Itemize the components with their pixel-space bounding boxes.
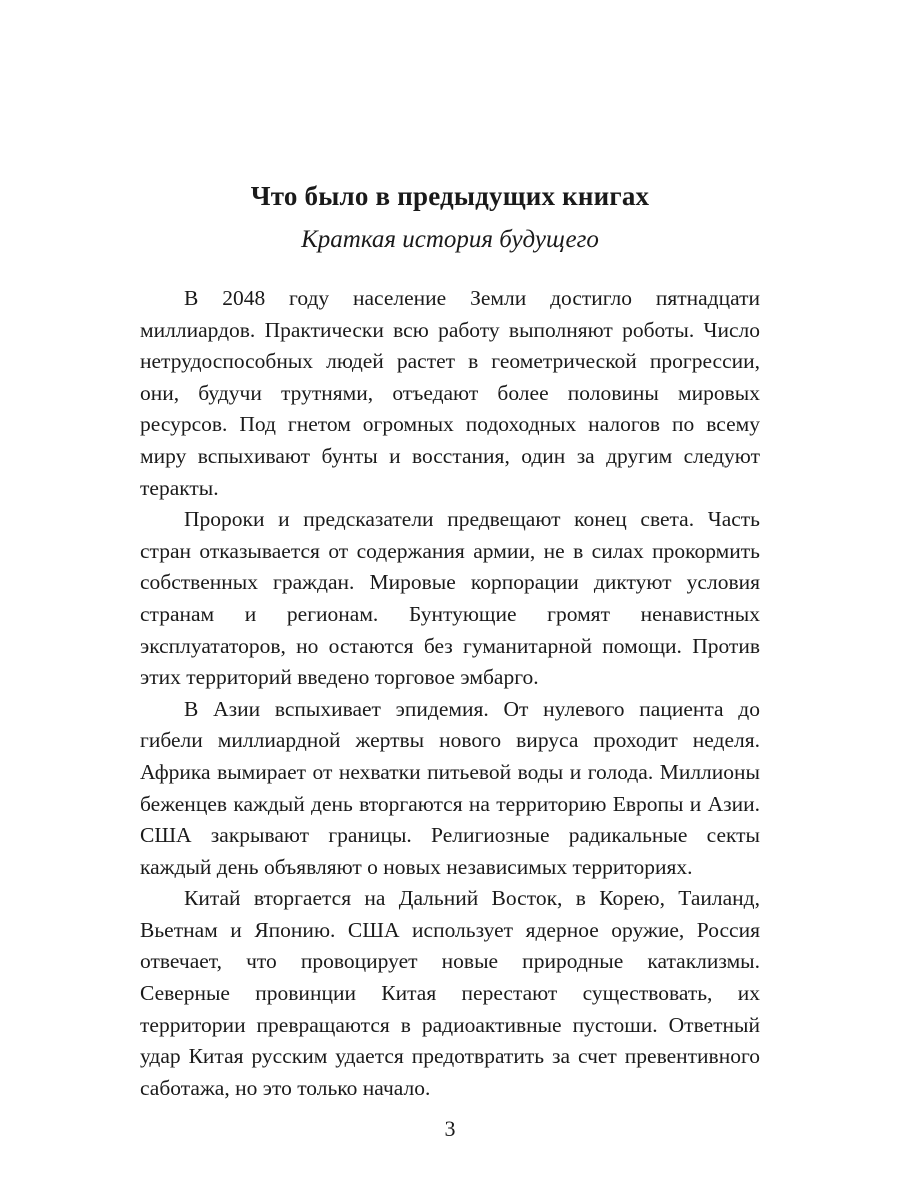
page-title: Что было в предыдущих книгах (250, 181, 650, 211)
paragraph: Пророки и предсказатели предвещают конец света. Часть стран отказывается от содержания армии, не в силах прокормить собственных граждан. Мировые корпорации диктуют условия странам и регионам. Бунтующие громят ненавистных эксплуататоров, но остаются без гуманитарной помощи. Против этих территорий введено торговое эмбарго. (140, 507, 760, 690)
paragraph: В Азии вспыхивает эпидемия. От нулевого пациента до гибели миллиардной жертвы нового вируса проходит неделя. Африка вымирает от нехватки питьевой воды и голода. Миллионы беженцев каждый день вторгаются на территорию Европы и Азии. США закрывают границы. Религиозные радикальные секты каждый день объявляют о новых независимых территориях. (140, 696, 760, 879)
paragraph: В 2048 году население Земли достигло пятнадцати миллиардов. Практически всю работу выполняют роботы. Число нетрудоспособных людей растет в геометрической прогрессии, они, будучи трутнями, отъедают более половины мировых ресурсов. Под гнетом огромных подоходных налогов по всему миру вспыхивают бунты и восстания, один за другим следуют теракты. (140, 286, 760, 500)
body-text (140, 283, 760, 1104)
paragraph: Китай вторгается на Дальний Восток, в Корею, Таиланд, Вьетнам и Японию. США использует ядерное оружие, Россия отвечает, что провоцирует новые природные катаклизмы. Северные провинции Китая перестают существовать, их территории превращаются в радиоактивные пустоши. Ответный удар Китая русским удается предотвратить за счет превентивного саботажа, но это только начало. (140, 886, 760, 1100)
page-subtitle: Краткая история будущего (301, 225, 599, 253)
page-number: 3 (444, 1116, 456, 1141)
